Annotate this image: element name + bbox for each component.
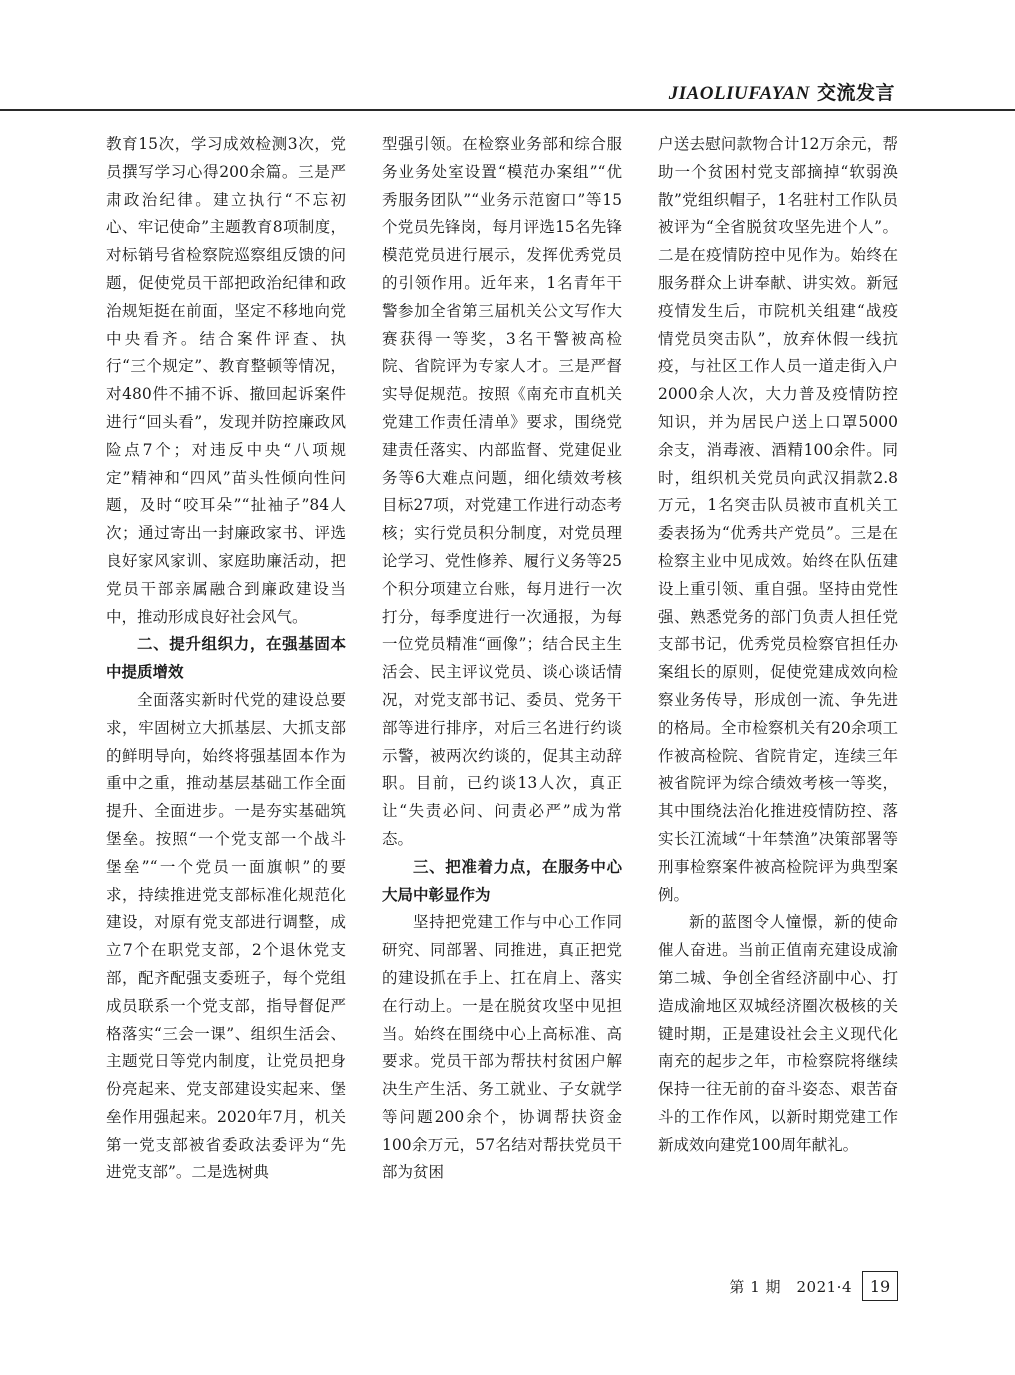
section-heading-2: 二、提升组织力，在强基固本中提质增效 xyxy=(106,635,346,682)
paragraph: 新的蓝图令人憧憬，新的使命催人奋进。当前正值南充建设成渝第二城、争创全省经济副中心、打造成渝地区双城经济圈次极核的关键时期，正是建设社会主义现代化南充的起步之年，市检察院将继续保持一往无前的奋斗姿态、艰苦奋斗的工作作风，以新时期党建工作新成效向建党100周年献礼。 xyxy=(658,913,898,1154)
page-footer xyxy=(729,1270,898,1302)
section-title-latin: JIAOLIUFAYAN xyxy=(668,83,810,104)
paragraph: 户送去慰问款物合计12万余元，帮助一个贫困村党支部摘掉“软弱涣散”党组织帽子，1名驻村工作队员被评为“全省脱贫攻坚先进个人”。二是在疫情防控中见作为。始终在服务群众上讲奉献、讲实效。新冠疫情发生后，市院机关组建“战疫情党员突击队”，放弃休假一线抗疫，与社区工作人员一道走街入户2000余人次，大力普及疫情防控知识，并为居民户送上口罩5000余支，消毒液、酒精100余件。同时，组织机关党员向武汉捐款2.8万元，1名突击队员被市直机关工委表扬为“优秀共产党员”。三是在检察主业中见成效。始终在队伍建设上重引领、重自强。坚持由党性强、熟悉党务的部门负责人担任党支部书记，优秀党员检察官担任办案组长的原则，促使党建成效向检察业务传导，形成创一流、争先进的格局。全市检察机关有20余项工作被高检院、省院肯定，连续三年被省院评为综合绩效考核一等奖，其中围绕法治化推进疫情防控、落实长江流域“十年禁渔”决策部署等刑事检察案件被高检院评为典型案例。 xyxy=(658,135,898,904)
issue-info: 第 1 期 2021·4 xyxy=(729,1277,852,1296)
running-header xyxy=(0,60,1015,112)
article-body xyxy=(106,131,898,1271)
column-2 xyxy=(382,131,622,1187)
column-1 xyxy=(106,131,346,1187)
paragraph: 坚持把党建工作与中心工作同研究、同部署、同推进，真正把党的建设抓在手上、扛在肩上、落实在行动上。一是在脱贫攻坚中见担当。始终在围绕中心上高标准、高要求。党员干部为帮扶村贫困户解决生产生活、务工就业、子女就学等问题200余个，协调帮扶资金100余万元，57名结对帮扶党员干部为贫困 xyxy=(382,913,622,1182)
section-title-chinese: 交流发言 xyxy=(816,82,895,104)
column-3 xyxy=(658,131,898,1159)
paragraph: 教育15次，学习成效检测3次，党员撰写学习心得200余篇。三是严肃政治纪律。建立执行“不忘初心、牢记使命”主题教育8项制度，对标销号省检察院巡察组反馈的问题，促使党员干部把政治纪律和政治规矩挺在前面，坚定不移地向党中央看齐。结合案件评查、执行“三个规定”、教育整顿等情况，对480件不捕不诉、撤回起诉案件进行“回头看”，发现并防控廉政风险点7个；对违反中央“八项规定”精神和“四风”苗头性倾向性问题，及时“咬耳朵”“扯袖子”84人次；通过寄出一封廉政家书、评选良好家风家训、家庭助廉活动，把党员干部亲属融合到廉政建设当中，推动形成良好社会风气。 xyxy=(106,135,346,626)
header-rule xyxy=(0,109,1015,111)
section-heading-3: 三、把准着力点，在服务中心大局中彰显作为 xyxy=(382,857,622,904)
page-number: 19 xyxy=(862,1271,898,1301)
section-title xyxy=(669,78,895,105)
paragraph: 型强引领。在检察业务部和综合服务业务处室设置“模范办案组”“优秀服务团队”“业务示范窗口”等15个党员先锋岗，每月评选15名先锋模范党员进行展示，发挥优秀党员的引领作用。近年来，1名青年干警参加全省第三届机关公文写作大赛获得一等奖，3名干警被高检院、省院评为专家人才。三是严督实导促规范。按照《南充市直机关党建工作责任清单》要求，围绕党建责任落实、内部监督、党建促业务等6大难点问题，细化绩效考核目标27项，对党建工作进行动态考核；实行党员积分制度，对党员理论学习、党性修养、履行义务等25个积分项建立台账，每月进行一次打分，每季度进行一次通报，为每一位党员精准“画像”；结合民主生活会、民主评议党员、谈心谈话情况，对党支部书记、委员、党务干部等进行排序，对后三名进行约谈示警，被两次约谈的，促其主动辞职。目前，已约谈13人次，真正让“失责必问、问责必严”成为常态。 xyxy=(382,135,622,848)
paragraph: 全面落实新时代党的建设总要求，牢固树立大抓基层、大抓支部的鲜明导向，始终将强基固本作为重中之重，推动基层基础工作全面提升、全面进步。一是夯实基础筑堡垒。按照“一个党支部一个战斗堡垒”“一个党员一面旗帜”的要求，持续推进党支部标准化规范化建设，对原有党支部进行调整，成立7个在职党支部，2个退休党支部，配齐配强支委班子，每个党组成员联系一个党支部，指导督促严格落实“三会一课”、组织生活会、主题党日等党内制度，让党员把身份亮起来、党支部建设实起来、堡垒作用强起来。2020年7月，机关第一党支部被省委政法委评为“先进党支部”。二是选树典 xyxy=(106,690,346,1182)
